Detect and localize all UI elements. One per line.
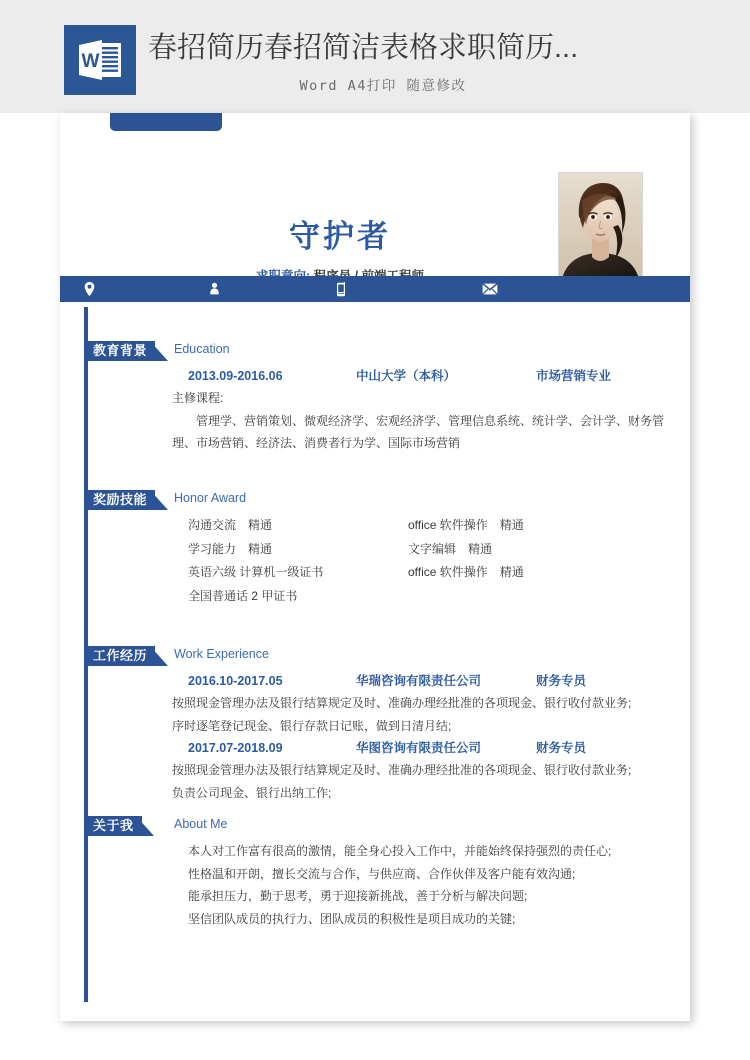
- section-honor-body: [172, 514, 672, 608]
- section-education: [60, 341, 690, 450]
- section-banner-tail: [136, 816, 154, 836]
- section-banner-tail: [150, 646, 168, 666]
- education-major: 市场营销专业: [536, 369, 612, 383]
- location-pin-icon: [84, 282, 95, 296]
- skill-item: 英语六级 计算机一级证书: [188, 565, 324, 579]
- contact-phone: [336, 282, 352, 297]
- section-about-label-cn: 关于我: [84, 816, 142, 836]
- portrait-photo: [558, 172, 643, 284]
- contact-person: [209, 282, 226, 296]
- document-title: 春招简历春招简洁表格求职简历...: [148, 32, 579, 64]
- envelope-icon: [482, 283, 498, 295]
- section-banner-tail: [150, 490, 168, 510]
- skill-item: office 软件操作 精通: [408, 565, 524, 579]
- preview-header: [0, 0, 750, 113]
- top-decor-tab: [110, 113, 222, 131]
- work-entry: [172, 737, 672, 804]
- section-education-label-cn: 教育背景: [84, 341, 155, 361]
- about-line: 坚信团队成员的执行力、团队成员的积极性是项目成功的关键;: [188, 911, 516, 926]
- section-about-header: [60, 816, 690, 836]
- work-date: 2017.07-2018.09: [188, 741, 283, 755]
- resume-header: [60, 133, 690, 273]
- section-about-me: [60, 816, 690, 926]
- education-courses-text: 管理学、营销策划、微观经济学、宏观经济学、管理信息系统、统计学、会计学、财务管理、市场营销、经济法、消费者行为学、国际市场营销: [172, 413, 665, 450]
- section-honor-award: [60, 490, 690, 603]
- work-role: 财务专员: [536, 741, 587, 755]
- work-company: 华瑞咨询有限责任公司: [356, 674, 482, 688]
- work-meta-row: [172, 737, 672, 759]
- document-subtitle: Word A4打印 随意修改: [299, 78, 467, 94]
- section-work-body: [172, 670, 672, 804]
- skill-item: 文字编辑 精通: [408, 541, 493, 556]
- about-line: 性格温和开朗，擅长交流与合作，与供应商、合作伙伴及客户能有效沟通;: [188, 866, 576, 881]
- skill-item: 全国普通话 2 甲证书: [188, 588, 298, 603]
- section-education-body: [172, 365, 672, 455]
- section-work-experience: [60, 646, 690, 800]
- section-banner-tail: [150, 341, 168, 361]
- contact-location: [84, 282, 101, 296]
- education-date: 2013.09-2016.06: [188, 369, 283, 383]
- contact-bar: [60, 276, 690, 302]
- person-icon: [209, 282, 220, 296]
- skill-row: [188, 561, 672, 585]
- candidate-name: 守护者: [289, 219, 391, 254]
- section-honor-header: [60, 490, 690, 510]
- word-icon: [64, 25, 136, 95]
- section-honor-label-en: Honor Award: [174, 491, 247, 505]
- about-line: 能承担压力，勤于思考，勇于迎接新挑战，善于分析与解决问题;: [188, 889, 528, 903]
- section-education-label-en: Education: [174, 342, 230, 356]
- education-school: 中山大学（本科）: [356, 369, 457, 383]
- section-education-header: [60, 341, 690, 361]
- skill-grid: [172, 514, 672, 608]
- svg-text:W: W: [81, 51, 100, 72]
- about-line: 本人对工作富有很高的激情，能全身心投入工作中，并能始终保持强烈的责任心;: [188, 844, 612, 858]
- section-work-label-en: Work Experience: [174, 647, 269, 661]
- work-entry: [172, 670, 672, 737]
- work-role: 财务专员: [536, 674, 587, 688]
- work-date: 2016.10-2017.05: [188, 674, 283, 688]
- section-honor-label-cn: 奖励技能: [84, 490, 155, 510]
- skill-item: [408, 585, 648, 609]
- skill-item: 沟通交流 精通: [188, 518, 273, 532]
- work-duty: 按照现金管理办法及银行结算规定及时、准确办理经批准的各项现金、银行收付款业务;: [172, 696, 632, 710]
- contact-email: [482, 283, 504, 295]
- mobile-phone-icon: [336, 282, 346, 297]
- section-work-label-cn: 工作经历: [84, 646, 155, 666]
- section-about-body: [172, 840, 672, 930]
- skill-row: [188, 538, 672, 562]
- work-duty: 按照现金管理办法及银行结算规定及时、准确办理经批准的各项现金、银行收付款业务;: [172, 763, 632, 777]
- resume-page: [60, 113, 690, 1021]
- section-work-header: [60, 646, 690, 666]
- skill-item: 学习能力 精通: [188, 541, 273, 556]
- work-company: 华图咨询有限责任公司: [356, 741, 482, 755]
- section-about-label-en: About Me: [174, 817, 228, 831]
- skill-item: office 软件操作 精通: [408, 518, 524, 532]
- work-duty: 负责公司现金、银行出纳工作;: [172, 785, 332, 800]
- work-duty: 序时逐笔登记现金、银行存款日记账，做到日清月结;: [172, 718, 452, 733]
- education-entry: [172, 365, 672, 387]
- skill-row: [188, 585, 672, 609]
- work-meta-row: [172, 670, 672, 692]
- skill-row: [188, 514, 672, 538]
- education-courses-label: 主修课程:: [172, 391, 224, 405]
